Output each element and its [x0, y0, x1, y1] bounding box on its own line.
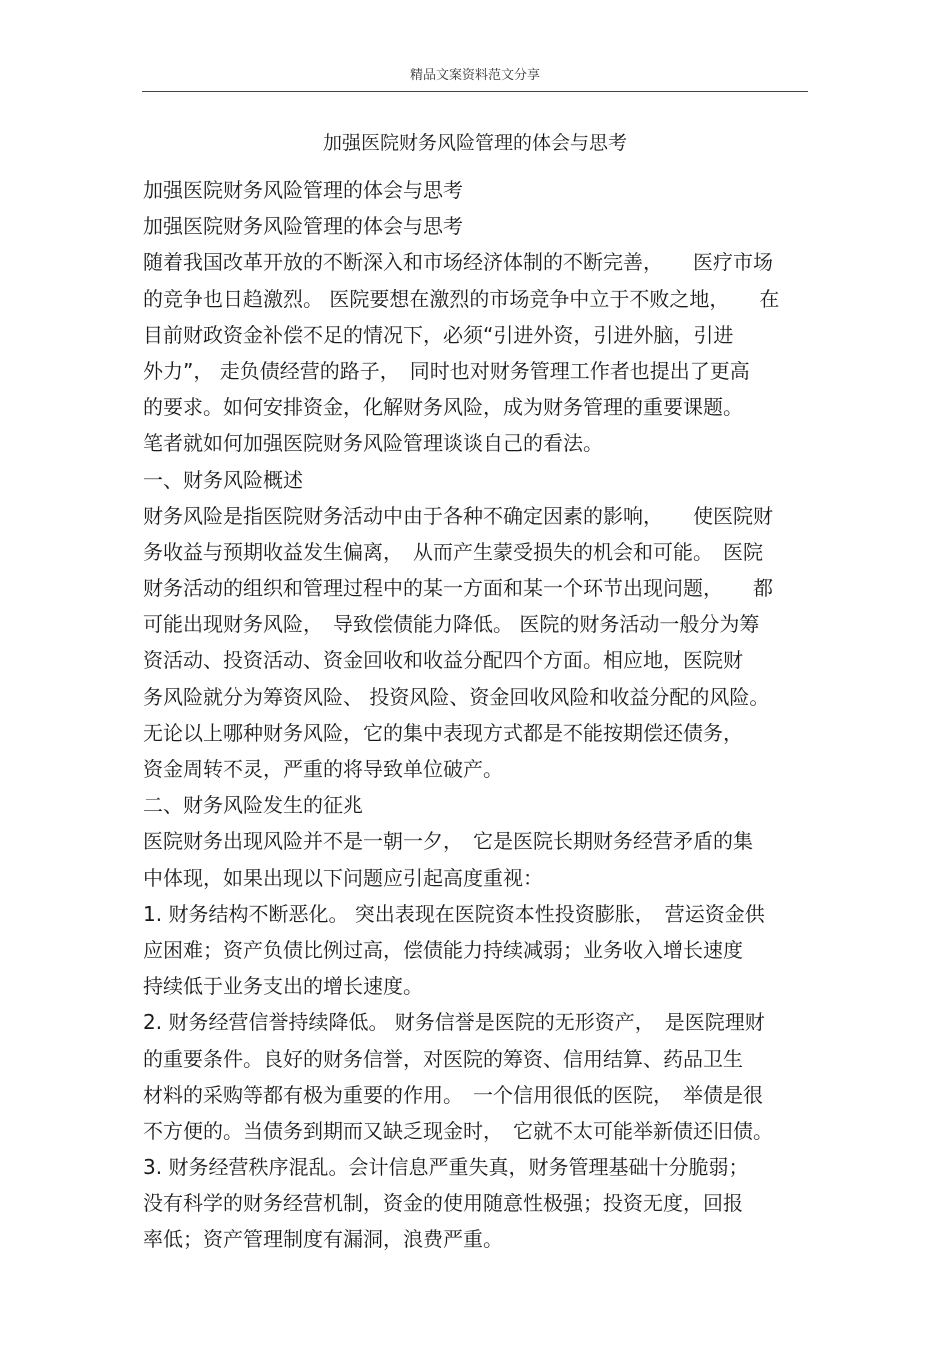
list-item-line: 1. 财务结构不断恶化。 突出表现在医院资本性投资膨胀， 营运资金供	[143, 901, 765, 926]
body-line: 的重要条件。良好的财务信誉，对医院的筹资、信用结算、药品卫生	[143, 1046, 743, 1071]
section-heading: 二、财务风险发生的征兆	[143, 793, 363, 818]
body-line: 医院财务出现风险并不是一朝一夕， 它是医院长期财务经营矛盾的集	[143, 829, 753, 854]
body-line: 务风险就分为筹资风险、 投资风险、资金回收风险和收益分配的风险。	[143, 684, 770, 709]
header-divider	[142, 91, 808, 92]
body-line: 的竞争也日趋激烈。 医院要想在激烈的市场竞争中立于不败之地， 在	[143, 286, 780, 311]
section-heading: 一、财务风险概述	[143, 467, 303, 492]
list-item-line: 2. 财务经营信誉持续降低。 财务信誉是医院的无形资产， 是医院理财	[143, 1010, 765, 1035]
body-line: 率低；资产管理制度有漏洞，浪费严重。	[143, 1227, 503, 1252]
body-line: 目前财政资金补偿不足的情况下，必须“引进外资，引进外脑，引进	[143, 322, 734, 347]
body-line: 中体现，如果出现以下问题应引起高度重视：	[143, 865, 543, 890]
document-body	[143, 172, 810, 1258]
page-header: 精品文案资料范文分享	[409, 68, 540, 83]
body-line: 资活动、投资活动、资金回收和收益分配四个方面。相应地，医院财	[143, 648, 743, 673]
body-line: 的要求。如何安排资金，化解财务风险，成为财务管理的重要课题。	[143, 395, 743, 420]
body-line: 可能出现财务风险， 导致偿债能力降低。 医院的财务活动一般分为筹	[143, 612, 760, 637]
body-line: 加强医院财务风险管理的体会与思考	[143, 214, 463, 239]
body-line: 不方便的。当债务到期而又缺乏现金时， 它就不太可能举新债还旧债。	[143, 1118, 773, 1143]
body-line: 资金周转不灵，严重的将导致单位破产。	[143, 757, 503, 781]
body-line: 加强医院财务风险管理的体会与思考	[143, 178, 463, 202]
body-line: 没有科学的财务经营机制，资金的使用随意性极强；投资无度，回报	[143, 1191, 743, 1216]
body-line: 外力”， 走负债经营的路子， 同时也对财务管理工作者也提出了更高	[143, 358, 750, 383]
body-line: 随着我国改革开放的不断深入和市场经济体制的不断完善， 医疗市场	[143, 250, 773, 275]
body-line: 笔者就如何加强医院财务风险管理谈谈自己的看法。	[143, 431, 603, 456]
body-line: 财务风险是指医院财务活动中由于各种不确定因素的影响， 使医院财	[143, 503, 773, 528]
body-line: 材料的采购等都有极为重要的作用。 一个信用很低的医院， 举债是很	[143, 1082, 763, 1107]
list-item-line: 3. 财务经营秩序混乱。会计信息严重失真，财务管理基础十分脆弱；	[143, 1155, 749, 1180]
body-line: 无论以上哪种财务风险，它的集中表现方式都是不能按期偿还债务，	[143, 720, 743, 745]
body-line: 务收益与预期收益发生偏离， 从而产生蒙受损失的机会和可能。 医院	[143, 539, 763, 564]
body-line: 财务活动的组织和管理过程中的某一方面和某一个环节出现问题， 都	[143, 576, 773, 601]
document-title: 加强医院财务风险管理的体会与思考	[322, 132, 627, 154]
body-line: 应困难；资产负债比例过高，偿债能力持续减弱；业务收入增长速度	[143, 937, 743, 962]
body-line: 持续低于业务支出的增长速度。	[143, 974, 423, 999]
